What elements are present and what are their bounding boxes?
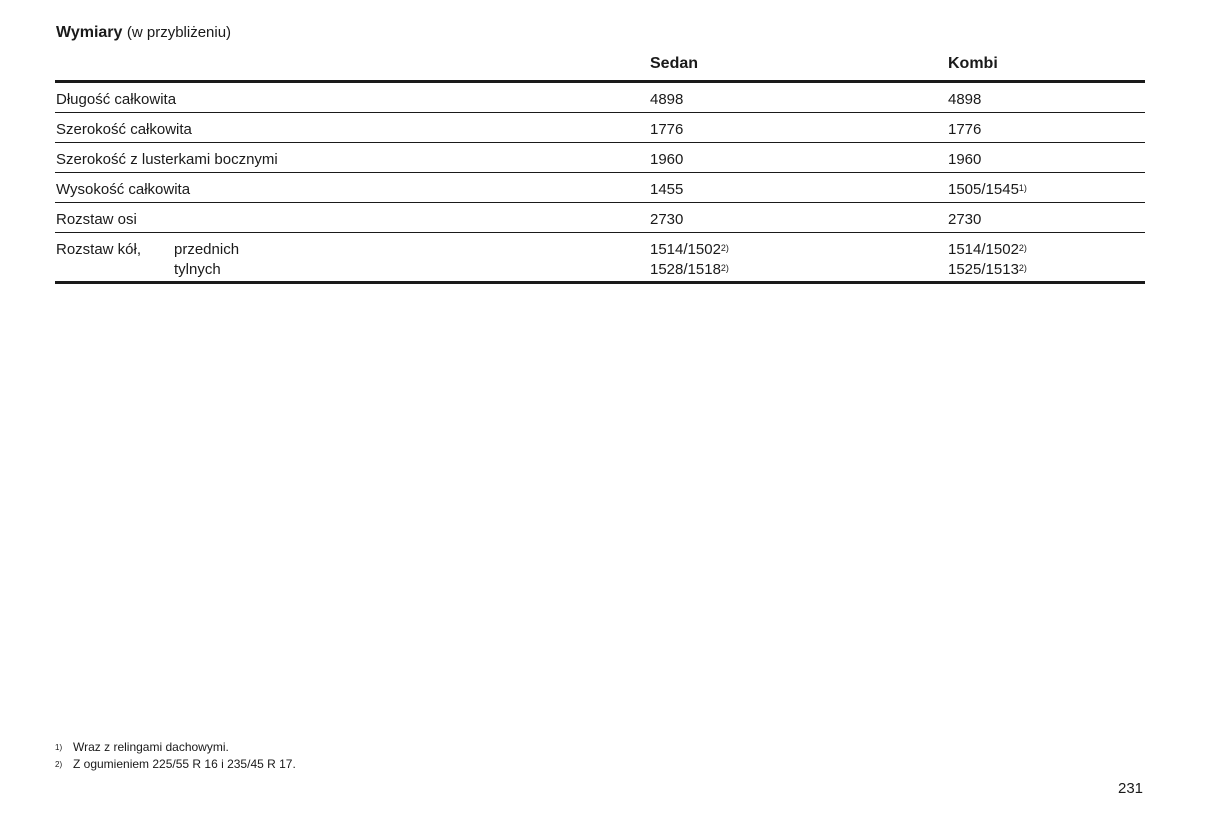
kombi-value: 4898	[948, 91, 982, 108]
footnote-ref: 2)	[720, 243, 729, 253]
kombi-front-text: 1514/1502	[948, 241, 1019, 258]
sedan-value: 1776	[650, 121, 684, 138]
table-row	[55, 83, 1145, 112]
sedan-front-text: 1514/1502	[650, 241, 721, 258]
title-main: Wymiary	[56, 24, 123, 41]
column-header-kombi: Kombi	[948, 55, 998, 72]
footnote-mark: 1)	[55, 743, 63, 752]
section-title	[56, 24, 231, 42]
row-label: Szerokość z lusterkami bocznymi	[56, 151, 278, 168]
footnote-ref: 1)	[1018, 183, 1027, 193]
footnote-ref: 2)	[1018, 263, 1027, 273]
footnotes	[55, 739, 296, 773]
sedan-front-value	[650, 241, 729, 258]
table-bottom-rule	[55, 281, 1145, 284]
kombi-value	[948, 181, 1027, 198]
title-subtitle: (w przybliżeniu)	[126, 24, 232, 41]
kombi-value: 2730	[948, 211, 982, 228]
table-row	[55, 173, 1145, 202]
footnote-text: Wraz z relingami dachowymi.	[73, 740, 229, 754]
sedan-rear-value	[650, 261, 729, 278]
table-row	[55, 203, 1145, 232]
kombi-value-text: 1505/1545	[948, 181, 1019, 198]
kombi-rear-value	[948, 261, 1027, 278]
row-label: Wysokość całkowita	[56, 181, 191, 198]
column-header-sedan: Sedan	[650, 55, 699, 72]
kombi-value: 1960	[948, 151, 982, 168]
kombi-rear-text: 1525/1513	[948, 261, 1019, 278]
sedan-value: 4898	[650, 91, 684, 108]
table-row-track	[55, 233, 1145, 281]
sedan-rear-text: 1528/1518	[650, 261, 721, 278]
row-label: Rozstaw kół,	[56, 241, 142, 258]
kombi-front-value	[948, 241, 1027, 258]
footnote-ref: 2)	[1018, 243, 1027, 253]
sedan-value: 1960	[650, 151, 684, 168]
page-number: 231	[1118, 780, 1144, 797]
table-row	[55, 143, 1145, 172]
front-sublabel: przednich	[174, 241, 240, 258]
sedan-value: 1455	[650, 181, 684, 198]
footnote-item	[55, 739, 296, 756]
row-label: Długość całkowita	[56, 91, 177, 108]
footnote-mark: 2)	[55, 760, 63, 769]
dimensions-table	[55, 80, 1145, 284]
footnote-text: Z ogumieniem 225/55 R 16 i 235/45 R 17.	[73, 757, 296, 771]
row-label: Szerokość całkowita	[56, 121, 192, 138]
sedan-value: 2730	[650, 211, 684, 228]
footnote-ref: 2)	[720, 263, 729, 273]
kombi-value: 1776	[948, 121, 982, 138]
row-label: Rozstaw osi	[56, 211, 137, 228]
rear-sublabel: tylnych	[174, 261, 221, 278]
table-row	[55, 113, 1145, 142]
footnote-item	[55, 756, 296, 773]
